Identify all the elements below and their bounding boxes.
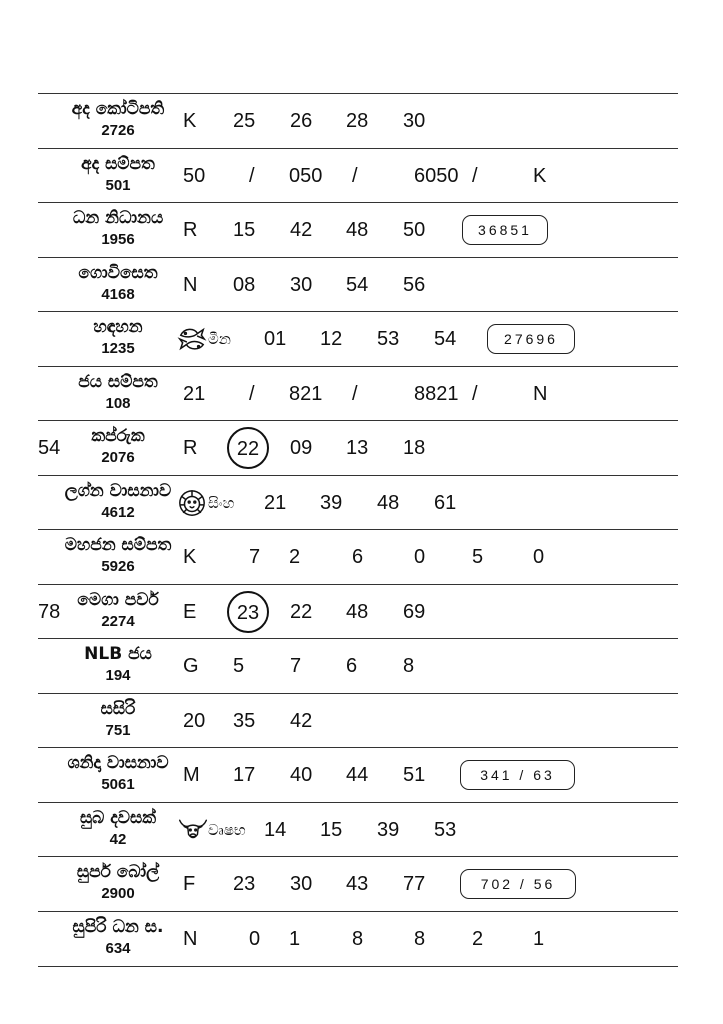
winning-number: N [183,927,198,950]
result-row [38,802,678,858]
lottery-name: සුපිරි ධන ස. [72,916,164,937]
winning-number: 40 [290,764,313,787]
winning-number: 6050 [414,164,459,187]
lottery-name: මහජන සම්පත [64,535,172,555]
winning-number: 78 [38,600,61,623]
winning-number: 39 [320,491,343,514]
draw-number: 4168 [101,285,135,303]
result-row [38,911,678,968]
draw-number: 2274 [101,612,135,630]
lottery-name-block [38,371,198,414]
winning-number: K [183,110,197,133]
lottery-name: ධන නිධානය [72,208,164,228]
draw-number: 2900 [101,885,135,902]
result-row [38,584,678,640]
separator: / [472,382,478,405]
separator: / [352,382,358,405]
winning-number: K [183,546,197,569]
special-number-circle: 22 [227,427,269,469]
lottery-name-block [38,262,198,305]
winning-number: 30 [290,273,313,296]
winning-number: 01 [264,328,287,351]
winning-number: 15 [233,219,256,242]
lottery-name: සුබ දවසක් [79,807,157,828]
winning-number: 53 [434,818,457,841]
draw-number: 751 [105,721,131,739]
winning-number: 42 [290,219,313,242]
lottery-name-block [38,316,198,359]
winning-number: 51 [403,764,426,787]
winning-number: 50 [403,219,426,242]
lottery-name: ජය සම්පත [78,371,158,392]
result-row [38,638,678,694]
winning-number: 17 [233,764,256,787]
zodiac-sign-label: වෘෂභ [208,820,246,839]
winning-number: 30 [403,110,426,133]
winning-number: 42 [290,709,313,732]
separator: / [249,164,255,187]
bonus-number-badge: 27696 [487,324,575,354]
winning-number: N [183,273,198,296]
draw-number: 1235 [101,340,135,357]
draw-number: 5061 [101,776,135,793]
lottery-name: සුපර් බෝල් [76,862,160,882]
result-row [38,366,678,422]
result-row [38,257,678,313]
winning-number: 1 [533,927,545,950]
result-row [38,420,678,476]
winning-number: 30 [290,873,313,896]
winning-number: 48 [346,600,369,623]
winning-number: 6 [352,546,364,569]
winning-number: 23 [233,873,256,896]
lottery-name-block [38,98,198,141]
lottery-name: ලග්න වාසනාව [64,480,172,501]
taurus-icon [177,815,207,845]
winning-number: 22 [290,600,313,623]
draw-number: 2726 [101,122,135,139]
lottery-name-block [38,752,198,795]
bonus-number-badge: 36851 [462,215,548,245]
result-row [38,747,678,803]
result-row [38,693,678,749]
winning-number: M [183,764,200,787]
winning-number: 8821 [414,382,459,405]
lottery-name-block [38,589,198,632]
winning-number: 54 [346,273,369,296]
winning-number: 5 [233,655,245,678]
winning-number: 5 [472,546,484,569]
winning-number: 2 [472,927,484,950]
leo-icon [177,488,207,518]
winning-number: 54 [38,437,61,460]
winning-number: 09 [290,437,313,460]
winning-number: 21 [183,382,206,405]
draw-number: 1956 [101,231,135,248]
draw-number: 5926 [101,558,135,575]
lottery-name-block [38,207,198,250]
draw-number: 42 [109,830,127,848]
winning-number: 43 [346,873,369,896]
winning-number: 7 [249,546,261,569]
result-row [38,475,678,531]
draw-number: 2076 [101,449,135,466]
winning-number: 56 [403,273,426,296]
winning-number: 8 [414,927,426,950]
winning-number: 050 [289,164,323,187]
winning-number: 18 [403,437,426,460]
winning-number: 50 [183,164,206,187]
lottery-name-block [38,807,198,850]
bonus-number-badge: 702 / 56 [460,869,576,899]
winning-number: G [183,655,199,678]
lottery-name: අද කෝටිපති [71,99,165,119]
winning-number: 25 [233,110,256,133]
winning-number: 39 [377,818,400,841]
bonus-number-badge: 341 / 63 [460,760,575,790]
winning-number: 69 [403,600,426,623]
lottery-name-block [38,534,198,577]
winning-number: N [533,382,548,405]
winning-number: 7 [290,655,302,678]
separator: / [352,164,358,187]
winning-number: K [533,164,547,187]
winning-number: 54 [434,328,457,351]
winning-number: 15 [320,818,343,841]
winning-number: 48 [377,491,400,514]
lottery-name: හඳහන [93,317,143,337]
result-row [38,311,678,367]
winning-number: 1 [289,927,301,950]
separator: / [249,382,255,405]
zodiac-sign-label: මීන [208,330,231,349]
winning-number: 61 [434,491,457,514]
draw-number: 194 [105,667,131,684]
draw-number: 108 [105,394,131,412]
winning-number: 2 [289,546,301,569]
draw-number: 634 [105,939,131,957]
winning-number: 13 [346,437,369,460]
result-row [38,202,678,258]
winning-number: 12 [320,328,343,351]
winning-number: 21 [264,491,287,514]
winning-number: R [183,219,198,242]
lottery-name-block [38,425,198,468]
winning-number: 26 [290,110,313,133]
winning-number: 0 [533,546,545,569]
lottery-name-block [38,643,198,686]
winning-number: 48 [346,219,369,242]
winning-number: 6 [346,655,358,678]
winning-number: 20 [183,709,206,732]
winning-number: 821 [289,382,323,405]
lottery-name: කප්රුක [91,426,145,446]
winning-number: 0 [249,927,261,950]
winning-number: R [183,437,198,460]
winning-number: 8 [352,927,364,950]
lottery-name: සසිරි [100,698,136,719]
separator: / [472,164,478,187]
winning-number: 77 [403,873,426,896]
result-row [38,529,678,585]
lottery-name-block [38,480,198,523]
pisces-icon [177,324,207,354]
zodiac-sign-label: සිංහ [208,493,235,512]
result-row [38,856,678,912]
lottery-name: NLB ජය [84,644,152,664]
winning-number: 35 [233,709,256,732]
winning-number: E [183,600,197,623]
winning-number: 14 [264,818,287,841]
lottery-name-block [38,698,198,741]
winning-number: 0 [414,546,426,569]
lottery-name: මෙගා පවර් [77,589,159,610]
lottery-name: අද සම්පත [81,153,155,174]
winning-number: 53 [377,328,400,351]
winning-number: F [183,873,196,896]
winning-number: 44 [346,764,369,787]
result-row [38,148,678,204]
winning-number: 28 [346,110,369,133]
lottery-name-block [38,153,198,196]
lottery-name: ශනිදා වාසනාව [67,753,169,773]
draw-number: 501 [105,176,131,194]
result-row [38,93,678,149]
lottery-name-block [38,916,198,959]
winning-number: 8 [403,655,415,678]
lottery-name: ගොවිසෙත [78,262,158,283]
special-number-circle: 23 [227,591,269,633]
lottery-name-block [38,861,198,904]
draw-number: 4612 [101,503,135,521]
winning-number: 08 [233,273,256,296]
